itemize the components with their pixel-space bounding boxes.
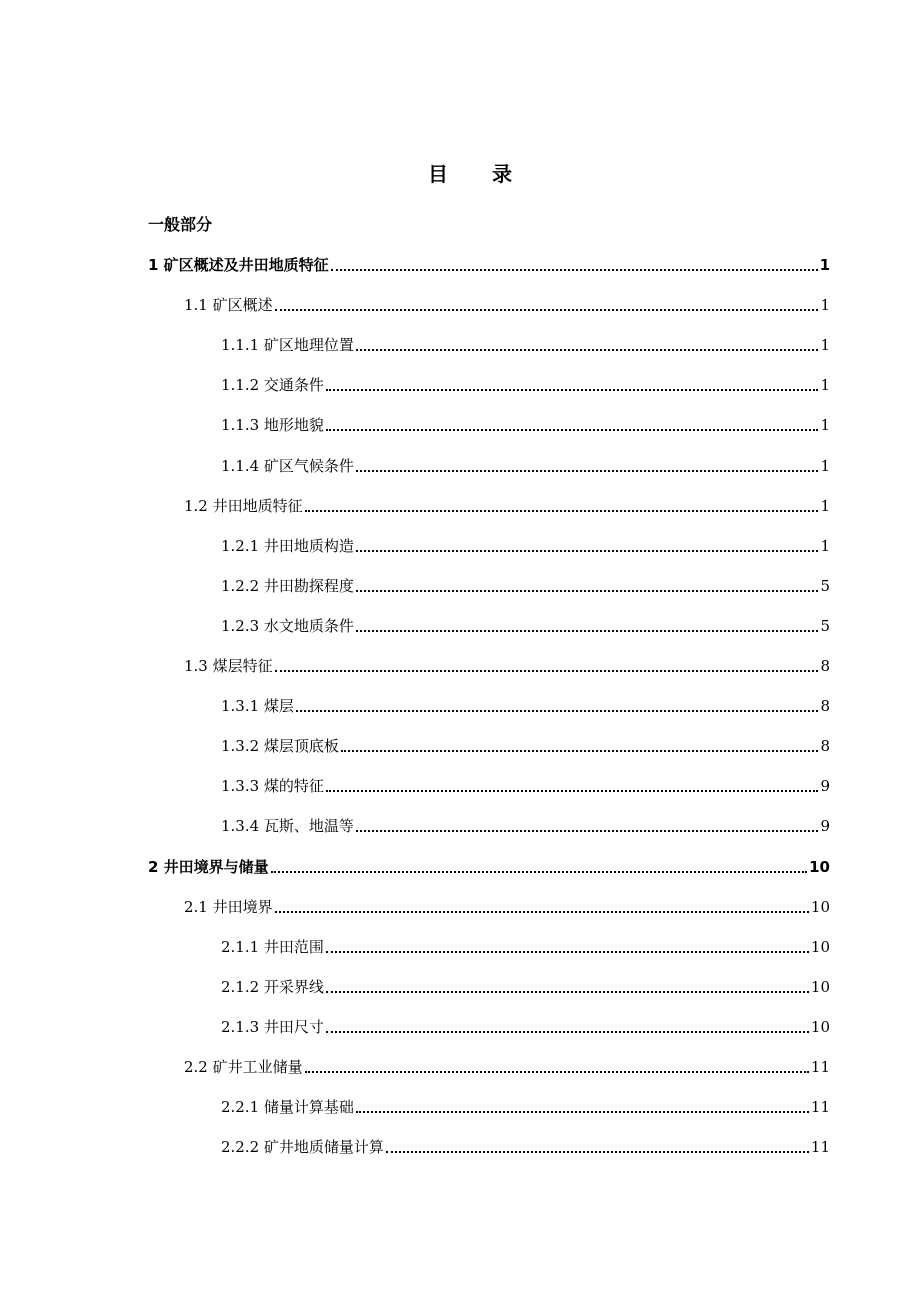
toc-leader-dots bbox=[356, 348, 819, 351]
toc-entry-label: 1.3 煤层特征 bbox=[184, 657, 273, 675]
toc-leader-dots bbox=[341, 749, 819, 752]
section-label: 一般部分 bbox=[148, 215, 213, 234]
toc-entry-label: 2 井田境界与储量 bbox=[148, 858, 269, 876]
toc-entry-page: 1 bbox=[820, 537, 830, 555]
toc-entry-page: 9 bbox=[820, 777, 830, 795]
toc-leader-dots bbox=[356, 469, 819, 472]
toc-entry-page: 9 bbox=[820, 817, 830, 835]
toc-entry-label: 1.1.4 矿区气候条件 bbox=[221, 457, 354, 475]
toc-entry[interactable] bbox=[221, 453, 830, 477]
toc-leader-dots bbox=[275, 308, 819, 311]
toc-leader-dots bbox=[386, 1150, 809, 1153]
toc-entry-page: 10 bbox=[810, 938, 830, 956]
toc-entry-page: 10 bbox=[810, 898, 830, 916]
toc-entry-page: 5 bbox=[820, 577, 830, 595]
toc-entry-page: 8 bbox=[820, 697, 830, 715]
toc-entry-label: 1.1.2 交通条件 bbox=[221, 376, 324, 394]
toc-entry[interactable] bbox=[184, 493, 830, 517]
toc-entry[interactable] bbox=[221, 773, 830, 797]
toc-entry-page: 10 bbox=[810, 1018, 830, 1036]
toc-entry[interactable] bbox=[184, 1054, 830, 1078]
toc-entry[interactable] bbox=[148, 854, 830, 878]
toc-entry[interactable] bbox=[221, 533, 830, 557]
toc-entry[interactable] bbox=[221, 974, 830, 998]
toc-entry-page: 8 bbox=[820, 737, 830, 755]
toc-entry-label: 1.2.1 井田地质构造 bbox=[221, 537, 354, 555]
toc-entry-page: 1 bbox=[820, 416, 830, 434]
toc-entry-label: 1.1.1 矿区地理位置 bbox=[221, 336, 354, 354]
toc-entry-page: 1 bbox=[820, 336, 830, 354]
toc-entry[interactable] bbox=[221, 412, 830, 436]
toc-entry-label: 2.2 矿井工业储量 bbox=[184, 1058, 303, 1076]
toc-leader-dots bbox=[326, 428, 819, 431]
toc-entry-page: 1 bbox=[820, 457, 830, 475]
toc-entry-label: 1.1 矿区概述 bbox=[184, 296, 273, 314]
toc-entry[interactable] bbox=[221, 693, 830, 717]
toc-leader-dots bbox=[271, 870, 807, 873]
toc-leader-dots bbox=[275, 669, 819, 672]
title-char-2: 录 bbox=[492, 162, 512, 186]
toc-entry-page: 1 bbox=[820, 296, 830, 314]
toc-entry[interactable] bbox=[221, 1014, 830, 1038]
toc-leader-dots bbox=[305, 1070, 809, 1073]
toc-entry-label: 1.3.3 煤的特征 bbox=[221, 777, 324, 795]
toc-entry-page: 11 bbox=[810, 1138, 830, 1156]
toc-entry-page: 11 bbox=[810, 1098, 830, 1116]
toc-entry[interactable] bbox=[221, 1134, 830, 1158]
toc-entry-label: 2.2.2 矿井地质储量计算 bbox=[221, 1138, 384, 1156]
toc-leader-dots bbox=[326, 388, 819, 391]
toc-entry[interactable] bbox=[184, 292, 830, 316]
toc-entry-label: 2.1 井田境界 bbox=[184, 898, 273, 916]
toc-leader-dots bbox=[331, 268, 818, 271]
toc-entry-label: 2.1.3 井田尺寸 bbox=[221, 1018, 324, 1036]
toc-entry-page: 5 bbox=[820, 617, 830, 635]
title-char-1: 目 bbox=[428, 162, 448, 186]
toc-entry-page: 1 bbox=[819, 256, 830, 274]
toc-entry-label: 1.3.4 瓦斯、地温等 bbox=[221, 817, 354, 835]
toc-entry-label: 2.2.1 储量计算基础 bbox=[221, 1098, 354, 1116]
toc-entry-label: 2.1.1 井田范围 bbox=[221, 938, 324, 956]
toc-leader-dots bbox=[305, 509, 819, 512]
toc-entry[interactable] bbox=[221, 613, 830, 637]
toc-entry-page: 11 bbox=[810, 1058, 830, 1076]
toc-entry-page: 8 bbox=[820, 657, 830, 675]
toc-leader-dots bbox=[326, 990, 809, 993]
toc-leader-dots bbox=[356, 829, 819, 832]
toc-leader-dots bbox=[326, 789, 819, 792]
toc-leader-dots bbox=[356, 549, 819, 552]
toc-entry-page: 1 bbox=[820, 376, 830, 394]
toc-entry-page: 10 bbox=[809, 858, 830, 876]
toc-entry[interactable] bbox=[221, 813, 830, 837]
toc-entry-label: 2.1.2 开采界线 bbox=[221, 978, 324, 996]
toc-entry-page: 1 bbox=[820, 497, 830, 515]
toc-entry-page: 10 bbox=[810, 978, 830, 996]
toc-entry[interactable] bbox=[221, 934, 830, 958]
toc-entry[interactable] bbox=[184, 653, 830, 677]
toc-entry-label: 1 矿区概述及井田地质特征 bbox=[148, 256, 329, 274]
toc-leader-dots bbox=[356, 629, 819, 632]
toc-entry[interactable] bbox=[184, 894, 830, 918]
toc-entry[interactable] bbox=[221, 332, 830, 356]
toc-entry[interactable] bbox=[221, 1094, 830, 1118]
toc-entry-label: 1.2.2 井田勘探程度 bbox=[221, 577, 354, 595]
toc-leader-dots bbox=[326, 950, 809, 953]
toc-entry-label: 1.3.1 煤层 bbox=[221, 697, 294, 715]
toc-entry[interactable] bbox=[221, 733, 830, 757]
toc-leader-dots bbox=[275, 910, 809, 913]
toc-entry-label: 1.2.3 水文地质条件 bbox=[221, 617, 354, 635]
toc-entry[interactable] bbox=[221, 573, 830, 597]
toc-entry-label: 1.2 井田地质特征 bbox=[184, 497, 303, 515]
toc-entry-label: 1.1.3 地形地貌 bbox=[221, 416, 324, 434]
toc-entry-label: 1.3.2 煤层顶底板 bbox=[221, 737, 339, 755]
toc-leader-dots bbox=[326, 1030, 809, 1033]
toc-entry[interactable] bbox=[221, 372, 830, 396]
toc-leader-dots bbox=[356, 1110, 809, 1113]
toc-leader-dots bbox=[356, 589, 819, 592]
toc-leader-dots bbox=[296, 709, 819, 712]
toc-entry[interactable] bbox=[148, 252, 830, 276]
